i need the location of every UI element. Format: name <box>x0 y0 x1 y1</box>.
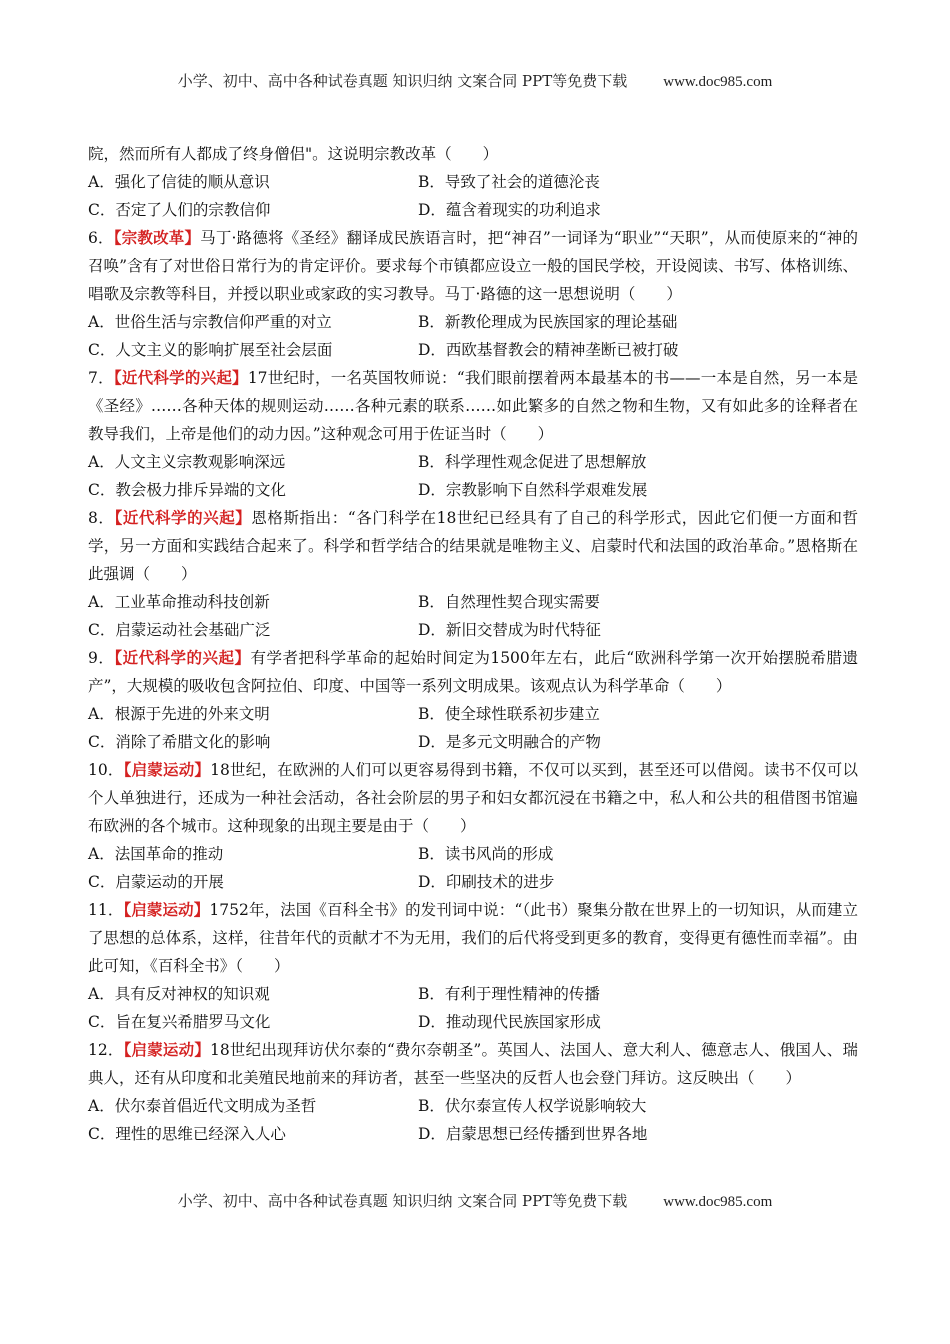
question-6 <box>88 224 858 364</box>
option-a: A．强化了信徒的顺从意识 <box>88 173 270 191</box>
options <box>88 308 858 364</box>
topic-tag: 【近代科学的兴起】 <box>114 508 252 527</box>
question-stem <box>88 224 858 308</box>
footer-site-link[interactable]: www.doc985.com <box>663 1194 773 1210</box>
option-d: D．西欧基督教会的精神垄断已被打破 <box>418 341 679 359</box>
option-b: B．伏尔泰宣传人权学说影响较大 <box>418 1097 647 1115</box>
option-c: C．否定了人们的宗教信仰 <box>88 201 271 219</box>
lead-options <box>88 168 858 224</box>
option-b: B．科学理性观念促进了思想解放 <box>418 453 647 471</box>
question-stem <box>88 364 858 448</box>
options <box>88 980 858 1036</box>
option-b: B．自然理性契合现实需要 <box>418 593 600 611</box>
topic-tag: 【启蒙运动】 <box>123 760 211 779</box>
option-b: B．使全球性联系初步建立 <box>418 705 600 723</box>
option-a: A．伏尔泰首倡近代文明成为圣哲 <box>88 1097 317 1115</box>
question-text: 1752年，法国《百科全书》的发刊词中说：“（此书）聚集分散在世界上的一切知识，从而建立了思想的总体系，这样，往昔年代的贡献才不为无用，我们的后代将受到更多的教育，变得更有德性而幸福”。由此可知，《百科全书》（ ） <box>88 901 858 975</box>
option-b: B．导致了社会的道德沦丧 <box>418 173 600 191</box>
lead-text: 院，然而所有人都成了终身僧侣"。这说明宗教改革（ ） <box>88 145 499 163</box>
option-c: C．启蒙运动社会基础广泛 <box>88 621 271 639</box>
question-text: 18世纪出现拜访伏尔泰的“费尔奈朝圣”。英国人、法国人、意大利人、德意志人、俄国人、瑞典人，还有从印度和北美殖民地前来的拜访者，甚至一些坚决的反哲人也会登门拜访。这反映出（ ） <box>88 1041 858 1087</box>
option-a: A．世俗生活与宗教信仰严重的对立 <box>88 313 332 331</box>
question-7 <box>88 364 858 504</box>
question-12 <box>88 1036 858 1148</box>
option-b: B．读书风尚的形成 <box>418 845 554 863</box>
option-b: B．新教伦理成为民族国家的理论基础 <box>418 313 678 331</box>
option-c: C．理性的思维已经深入人心 <box>88 1125 286 1143</box>
question-9 <box>88 644 858 756</box>
option-a: A．具有反对神权的知识观 <box>88 985 270 1003</box>
question-stem <box>88 896 858 980</box>
footer-text: 小学、初中、高中各种试卷真题 知识归纳 文案合同 PPT等免费下载 <box>177 1192 628 1210</box>
question-text: 有学者把科学革命的起始时间定为1500年左右，此后“欧洲科学第一次开始摆脱希腊遗产”，大规模的吸收包含阿拉伯、印度、中国等一系列文明成果。该观点认为科学革命（ ） <box>88 649 858 695</box>
question-content <box>88 140 858 1148</box>
question-stem <box>88 756 858 840</box>
option-d: D．新旧交替成为时代特征 <box>418 621 601 639</box>
option-c: C．启蒙运动的开展 <box>88 873 224 891</box>
question-11 <box>88 896 858 1036</box>
question-stem <box>88 1036 858 1092</box>
option-c: C．旨在复兴希腊罗马文化 <box>88 1013 271 1031</box>
options <box>88 588 858 644</box>
question-text: 马丁·路德将《圣经》翻译成民族语言时，把“神召”一词译为“职业”“天职”，从而使原来的“神的召唤”含有了对世俗日常行为的肯定评价。要求每个市镇都应设立一般的国民学校，开设阅读、书写、体格训练、唱歌及宗教等科目，并授以职业或家政的实习教导。马丁·路德的这一思想说明（ ） <box>88 229 858 303</box>
topic-tag: 【启蒙运动】 <box>123 900 210 919</box>
question-number: 6． <box>88 229 114 247</box>
question-text: 17世纪时，一名英国牧师说：“我们眼前摆着两本最基本的书——一本是自然，另一本是《圣经》……各种天体的规则运动……各种元素的联系……如此繁多的自然之物和生物，又有如此多的诠释者在教导我们，上帝是他们的动力因。”这种观念可用于佐证当时（ ） <box>88 369 858 443</box>
option-d: D．启蒙思想已经传播到世界各地 <box>418 1125 648 1143</box>
option-d: D．蕴含着现实的功利追求 <box>418 201 601 219</box>
header-site-link[interactable]: www.doc985.com <box>663 74 773 90</box>
option-c: C．消除了希腊文化的影响 <box>88 733 271 751</box>
option-c: C．教会极力排斥异端的文化 <box>88 481 286 499</box>
question-10 <box>88 756 858 896</box>
question-text: 18世纪，在欧洲的人们可以更容易得到书籍，不仅可以买到，甚至还可以借阅。读书不仅可以个人单独进行，还成为一种社会活动，各社会阶层的男子和妇女都沉浸在书籍之中，私人和公共的租借图书馆遍布欧洲的各个城市。这种现象的出现主要是由于（ ） <box>88 761 858 835</box>
option-d: D．是多元文明融合的产物 <box>418 733 601 751</box>
option-a: A．根源于先进的外来文明 <box>88 705 270 723</box>
question-stem <box>88 504 858 588</box>
option-d: D．推动现代民族国家形成 <box>418 1013 601 1031</box>
option-a: A．法国革命的推动 <box>88 845 224 863</box>
option-a: A．人文主义宗教观影响深远 <box>88 453 286 471</box>
question-8 <box>88 504 858 644</box>
option-a: A．工业革命推动科技创新 <box>88 593 270 611</box>
option-d: D．印刷技术的进步 <box>418 873 555 891</box>
option-d: D．宗教影响下自然科学艰难发展 <box>418 481 648 499</box>
topic-tag: 【宗教改革】 <box>113 228 201 247</box>
question-number: 8． <box>88 509 115 527</box>
options <box>88 840 858 896</box>
question-number: 12． <box>88 1041 124 1059</box>
question-stem <box>88 644 858 700</box>
topic-tag: 【近代科学的兴起】 <box>114 648 251 667</box>
options <box>88 1092 858 1148</box>
question-number: 7． <box>88 369 114 387</box>
question-number: 10． <box>88 761 124 779</box>
option-b: B．有利于理性精神的传播 <box>418 985 600 1003</box>
options <box>88 448 858 504</box>
question-number: 9． <box>88 649 115 667</box>
question-text: 恩格斯指出：“各门科学在18世纪已经具有了自己的科学形式，因此它们便一方面和哲学，另一方面和实践结合起来了。科学和哲学结合的结果就是唯物主义、启蒙时代和法国的政治革命。”恩格斯在此强调（ ） <box>88 509 858 583</box>
topic-tag: 【近代科学的兴起】 <box>113 368 248 387</box>
question-number: 11． <box>88 901 124 919</box>
topic-tag: 【启蒙运动】 <box>123 1040 211 1059</box>
page-footer <box>0 1190 950 1211</box>
page-header <box>0 70 950 91</box>
option-c: C．人文主义的影响扩展至社会层面 <box>88 341 333 359</box>
header-text: 小学、初中、高中各种试卷真题 知识归纳 文案合同 PPT等免费下载 <box>177 72 628 90</box>
options <box>88 700 858 756</box>
